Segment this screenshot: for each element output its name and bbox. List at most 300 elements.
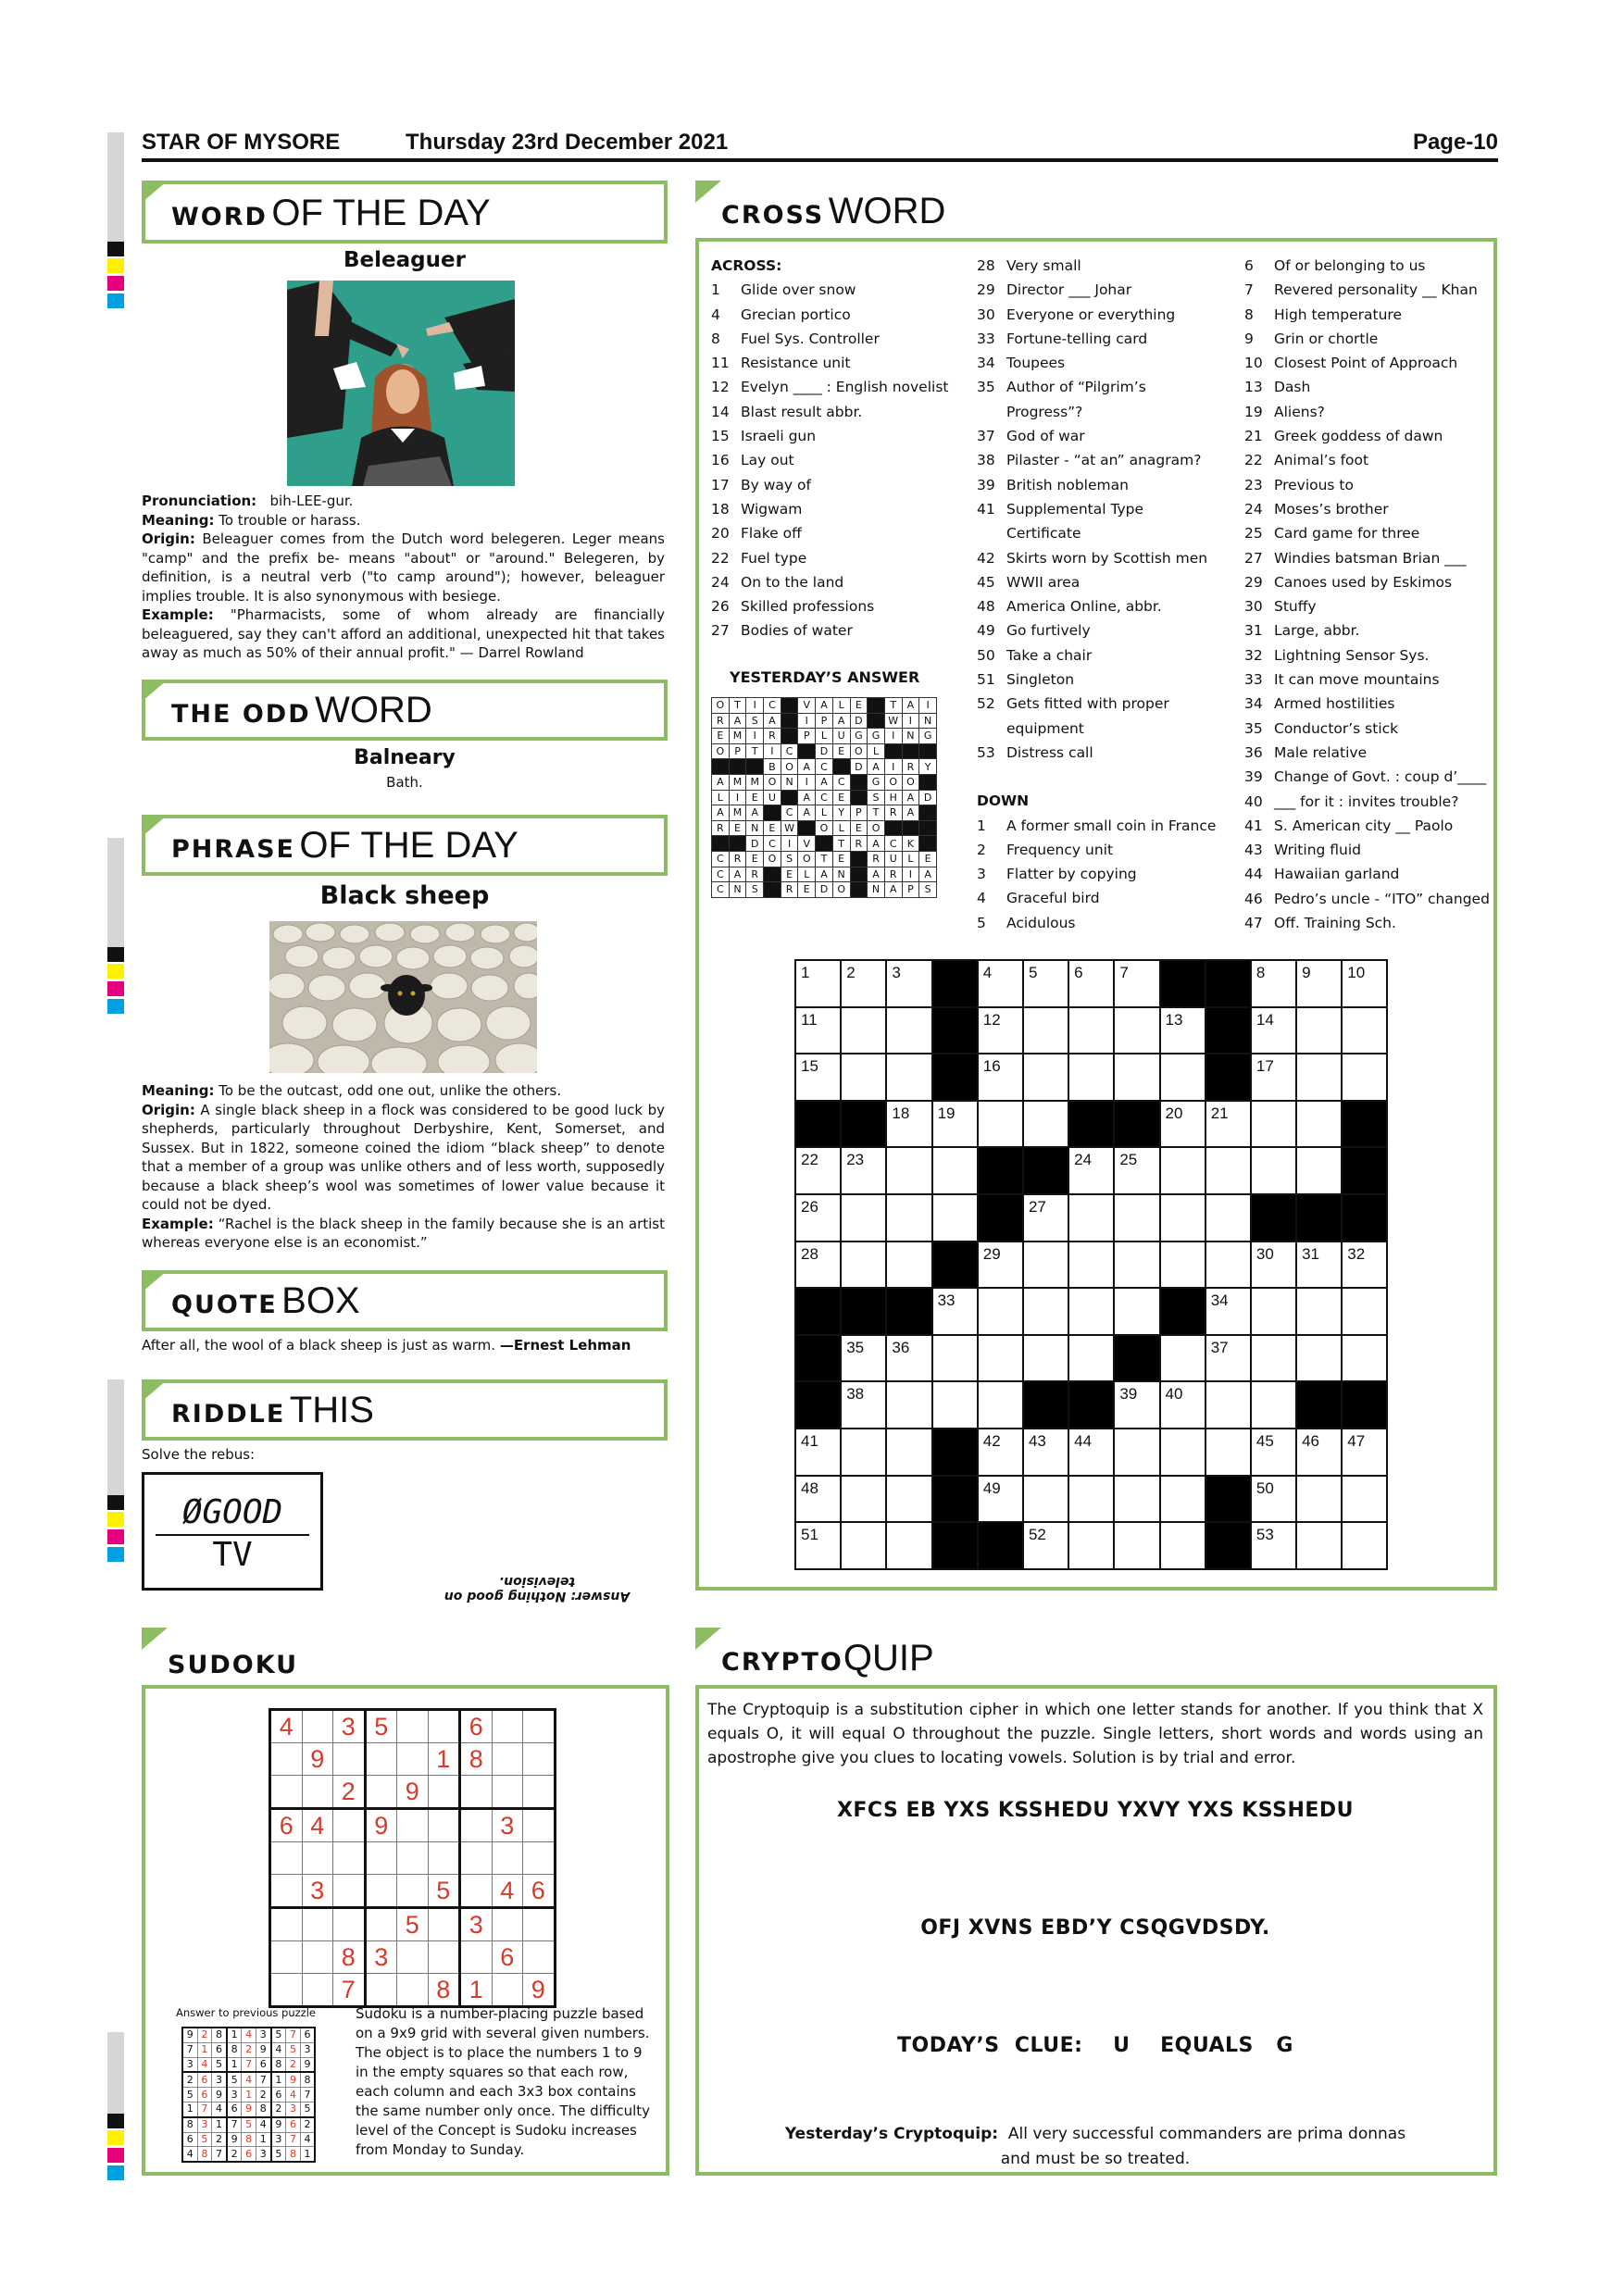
sudoku-cell[interactable]	[302, 1941, 333, 1974]
crossword-cell[interactable]	[1114, 1522, 1159, 1569]
answer-cell: D	[850, 759, 868, 775]
crossword-cell[interactable]	[1206, 1288, 1251, 1335]
sudoku-cell[interactable]	[302, 1974, 333, 2007]
answer-cell: O	[764, 851, 781, 867]
crossword-cell[interactable]	[1296, 1242, 1342, 1289]
crossword-cell[interactable]	[1160, 1101, 1206, 1148]
sudoku-cell[interactable]	[397, 1842, 429, 1875]
sudoku-cell[interactable]	[428, 1842, 460, 1875]
sudoku-cell[interactable]	[428, 1776, 460, 1809]
crossword-cell[interactable]	[1114, 1007, 1159, 1054]
crossword-cell[interactable]	[1068, 1476, 1114, 1523]
crossword-cell[interactable]	[1342, 960, 1387, 1007]
sudoku-cell: 9	[365, 1809, 397, 1842]
phrase-example: “Rachel is the black sheep in the family because she is an artist whereas everyone else is an economist.”	[142, 1215, 665, 1251]
answer-cell: S	[746, 713, 764, 729]
crossword-cell[interactable]	[1068, 1242, 1114, 1289]
sudoku-cell[interactable]	[302, 1908, 333, 1941]
clue-item: 35 Author of “Pilgrim’s	[977, 379, 1146, 396]
clue-item: 53 Distress call	[977, 743, 1093, 761]
sudoku-cell[interactable]	[270, 1908, 303, 1941]
across-clues-col1: ACROSS: 1 Glide over snow 4 Grecian portico 8 Fuel Sys. Controller 11 Resistance unit 12 Evelyn ____ : English novelist 14 Blast result abbr. 15 Israeli gun 16 Lay out 17 By way of 18 Wigwam 20 Flake off 22 Fuel type 24 On to the land 26 Skilled professions 27 Bodies of water	[711, 254, 963, 643]
crossword-cell[interactable]	[978, 1429, 1023, 1476]
sudoku-answer-cell: 1	[182, 2102, 197, 2116]
crossword-cell[interactable]	[1342, 1007, 1387, 1054]
sudoku-cell[interactable]	[270, 1974, 303, 2007]
crossword-cell[interactable]	[1342, 1429, 1387, 1476]
quote-text: After all, the wool of a black sheep is just as warm. —Ernest Lehman	[142, 1337, 631, 1354]
beleaguer-illustration	[287, 281, 515, 486]
crossword-cell[interactable]	[841, 960, 886, 1007]
sudoku-cell[interactable]	[333, 1842, 366, 1875]
crossword-cell[interactable]	[1342, 1522, 1387, 1569]
sudoku-cell[interactable]	[397, 1809, 429, 1842]
answer-cell: W	[781, 820, 798, 836]
crossword-cell[interactable]	[1023, 1288, 1068, 1335]
sudoku-answer-cell: 1	[242, 2088, 256, 2103]
answer-cell	[919, 820, 937, 836]
crossword-cell[interactable]	[1251, 960, 1296, 1007]
sudoku-cell[interactable]	[492, 1710, 523, 1743]
crossword-cell[interactable]	[886, 1007, 931, 1054]
crossword-cell[interactable]	[932, 1335, 978, 1382]
clue-item: 7 Revered personality __ Khan	[1244, 281, 1478, 299]
answer-cell	[712, 836, 730, 852]
crossword-cell[interactable]	[841, 1054, 886, 1101]
cell-number: 9	[1302, 964, 1311, 981]
crossword-cell[interactable]	[1023, 1242, 1068, 1289]
riddle-header: RIDDLE THIS	[142, 1379, 668, 1441]
answer-cell: S	[781, 851, 798, 867]
crossword-cell[interactable]	[1342, 1335, 1387, 1382]
crossword-cell[interactable]	[1342, 1054, 1387, 1101]
sudoku-cell[interactable]	[270, 1776, 303, 1809]
crossword-cell[interactable]	[795, 1007, 841, 1054]
answer-cell: I	[781, 836, 798, 852]
crossword-cell[interactable]	[1114, 1242, 1159, 1289]
black-cell	[886, 1288, 931, 1335]
crossword-cell[interactable]	[886, 1381, 931, 1429]
clue-item: 33 Fortune-telling card	[977, 330, 1148, 347]
crossword-cell[interactable]	[1068, 1429, 1114, 1476]
crossword-cell[interactable]	[1068, 1054, 1114, 1101]
crossword-cell[interactable]	[841, 1007, 886, 1054]
sudoku-cell[interactable]	[397, 1941, 429, 1974]
crossword-cell[interactable]	[1296, 1007, 1342, 1054]
sudoku-answer-cell: 3	[256, 2147, 270, 2162]
crossword-cell[interactable]	[1068, 1007, 1114, 1054]
sudoku-answer-cell: 4	[256, 2117, 270, 2132]
sudoku-cell[interactable]	[270, 1941, 303, 1974]
crossword-cell[interactable]	[1160, 1429, 1206, 1476]
crossword-cell[interactable]	[1251, 1335, 1296, 1382]
answer-cell: E	[712, 729, 730, 744]
black-cell	[932, 1242, 978, 1289]
crossword-cell[interactable]	[1023, 1194, 1068, 1242]
registration-yellow	[107, 1512, 124, 1527]
crossword-cell[interactable]	[1342, 1476, 1387, 1523]
sudoku-cell[interactable]	[270, 1743, 303, 1776]
crossword-cell[interactable]	[1251, 1522, 1296, 1569]
sudoku-cell[interactable]	[523, 1941, 556, 1974]
answer-cell: A	[746, 805, 764, 821]
sudoku-cell[interactable]	[523, 1908, 556, 1941]
crossword-cell[interactable]	[978, 1007, 1023, 1054]
sudoku-cell[interactable]	[365, 1842, 397, 1875]
registration-bar	[107, 2032, 124, 2114]
crossword-cell[interactable]	[978, 1476, 1023, 1523]
crossword-cell[interactable]	[886, 1476, 931, 1523]
crossword-cell[interactable]	[795, 1147, 841, 1194]
crossword-cell[interactable]	[841, 1147, 886, 1194]
sudoku-cell: 3	[333, 1710, 366, 1743]
crossword-cell[interactable]	[1068, 1335, 1114, 1382]
sudoku-answer-cell: 1	[227, 2028, 242, 2042]
black-cell	[795, 1101, 841, 1148]
crossword-cell[interactable]	[1023, 1101, 1068, 1148]
crossword-cell[interactable]	[1296, 1288, 1342, 1335]
cell-number: 32	[1347, 1244, 1366, 1263]
sudoku-answer-cell: 8	[286, 2147, 301, 2162]
sudoku-cell[interactable]	[365, 1743, 397, 1776]
odd-word: Balneary	[354, 746, 456, 769]
crossword-cell[interactable]	[1160, 1476, 1206, 1523]
crossword-cell[interactable]	[1206, 1242, 1251, 1289]
answer-cell: C	[781, 805, 798, 821]
sudoku-cell[interactable]	[523, 1842, 556, 1875]
crossword-cell[interactable]	[932, 1194, 978, 1242]
sudoku-cell[interactable]	[333, 1809, 366, 1842]
answer-cell	[902, 743, 919, 759]
sudoku-cell[interactable]	[460, 1776, 493, 1809]
answer-cell: O	[798, 851, 816, 867]
sudoku-cell[interactable]	[460, 1842, 493, 1875]
crossword-cell[interactable]	[978, 1335, 1023, 1382]
crossword-cell[interactable]	[886, 1054, 931, 1101]
crossword-cell[interactable]	[1206, 1335, 1251, 1382]
sudoku-cell[interactable]	[365, 1776, 397, 1809]
crossword-cell[interactable]	[1023, 1335, 1068, 1382]
crossword-cell[interactable]	[1114, 1288, 1159, 1335]
answer-cell	[919, 836, 937, 852]
sudoku-cell[interactable]	[302, 1776, 333, 1809]
crossword-cell[interactable]	[1342, 1242, 1387, 1289]
crossword-cell[interactable]	[1206, 1194, 1251, 1242]
sudoku-cell: 4	[492, 1875, 523, 1908]
crossword-cell[interactable]	[841, 1476, 886, 1523]
crossword-cell[interactable]	[1160, 1054, 1206, 1101]
cell-number: 2	[846, 964, 856, 981]
clue-item: 34 Toupees	[977, 355, 1066, 372]
crossword-cell[interactable]	[1206, 1101, 1251, 1148]
sudoku-cell[interactable]	[492, 1908, 523, 1941]
clue-item: 19 Aliens?	[1244, 403, 1325, 420]
crossword-cell[interactable]	[1068, 1194, 1114, 1242]
answer-cell	[798, 820, 816, 836]
answer-cell: T	[868, 805, 885, 821]
crossword-cell[interactable]	[1206, 1381, 1251, 1429]
answer-cell	[781, 729, 798, 744]
sudoku-cell[interactable]	[302, 1842, 333, 1875]
down-clues-col3	[1244, 254, 1494, 935]
answer-cell: L	[832, 698, 850, 714]
crossword-cell[interactable]	[886, 1147, 931, 1194]
sudoku-cell[interactable]	[428, 1809, 460, 1842]
crossword-cell[interactable]	[886, 1522, 931, 1569]
crossword-cell[interactable]	[1023, 960, 1068, 1007]
crossword-cell[interactable]	[1251, 1429, 1296, 1476]
crossword-cell[interactable]	[1114, 1054, 1159, 1101]
crossword-cell[interactable]	[795, 1194, 841, 1242]
sudoku-answer-cell: 1	[227, 2057, 242, 2072]
crossword-cell[interactable]	[978, 1101, 1023, 1148]
crossword-cell[interactable]	[1251, 1381, 1296, 1429]
answer-cell: D	[746, 836, 764, 852]
sudoku-answer-cell: 4	[212, 2102, 227, 2116]
sudoku-grid[interactable]	[269, 1708, 556, 2008]
crossword-cell[interactable]	[886, 1194, 931, 1242]
crossword-cell[interactable]	[1114, 1476, 1159, 1523]
answer-cell: V	[798, 836, 816, 852]
crossword-grid[interactable]	[794, 959, 1388, 1570]
crossword-cell[interactable]	[1251, 1476, 1296, 1523]
crossword-cell[interactable]	[1206, 1429, 1251, 1476]
sudoku-cell[interactable]	[333, 1875, 366, 1908]
crossword-cell[interactable]	[1251, 1242, 1296, 1289]
crossword-cell[interactable]	[932, 1288, 978, 1335]
crossword-cell[interactable]	[1114, 1147, 1159, 1194]
crossword-cell[interactable]	[1296, 1429, 1342, 1476]
sudoku-cell[interactable]	[492, 1842, 523, 1875]
black-cell	[1023, 1381, 1068, 1429]
sudoku-cell[interactable]	[492, 1776, 523, 1809]
crossword-cell[interactable]	[1068, 1288, 1114, 1335]
crossword-cell[interactable]	[1160, 1007, 1206, 1054]
sudoku-cell[interactable]	[460, 1941, 493, 1974]
crossword-cell[interactable]	[886, 1242, 931, 1289]
crossword-cell[interactable]	[886, 1429, 931, 1476]
sudoku-answer-cell: 6	[256, 2057, 270, 2072]
clue-item: 41 S. American city __ Paolo	[1244, 817, 1454, 834]
crossword-cell[interactable]	[1160, 1147, 1206, 1194]
crossword-cell[interactable]	[1160, 1194, 1206, 1242]
sudoku-cell[interactable]	[333, 1743, 366, 1776]
answer-cell: T	[884, 698, 902, 714]
cryptoquip-header: CRYPTOQUIP	[695, 1628, 1497, 1689]
crossword-cell[interactable]	[1296, 1335, 1342, 1382]
registration-magenta	[107, 1529, 124, 1544]
answer-cell	[850, 851, 868, 867]
crossword-cell[interactable]	[1068, 1522, 1114, 1569]
crossword-cell[interactable]	[886, 1335, 931, 1382]
cell-number: 14	[1255, 1010, 1274, 1029]
sudoku-cell[interactable]	[397, 1710, 429, 1743]
crossword-cell[interactable]	[978, 1288, 1023, 1335]
crossword-cell[interactable]	[978, 1054, 1023, 1101]
clue-item: 30 Stuffy	[1244, 598, 1317, 616]
answer-cell: N	[919, 713, 937, 729]
sudoku-cell: 8	[333, 1941, 366, 1974]
cell-number: 42	[982, 1431, 1001, 1450]
sudoku-cell[interactable]	[333, 1908, 366, 1941]
answer-cell	[832, 759, 850, 775]
sudoku-cell[interactable]	[397, 1743, 429, 1776]
crossword-cell[interactable]	[1160, 1381, 1206, 1429]
sudoku-cell[interactable]	[428, 1908, 460, 1941]
clue-item: 50 Take a chair	[977, 646, 1093, 664]
crossword-cell[interactable]	[1296, 1054, 1342, 1101]
crossword-cell[interactable]	[932, 1381, 978, 1429]
crossword-cell[interactable]	[1160, 1522, 1206, 1569]
crossword-cell[interactable]	[886, 1101, 931, 1148]
answer-cell	[712, 759, 730, 775]
cell-number: 11	[801, 1010, 818, 1029]
answer-cell	[850, 790, 868, 805]
answer-cell: I	[902, 713, 919, 729]
crossword-cell[interactable]	[841, 1335, 886, 1382]
crossword-cell[interactable]	[1296, 1522, 1342, 1569]
crossword-cell[interactable]	[1251, 1288, 1296, 1335]
crossword-cell[interactable]	[841, 1522, 886, 1569]
sudoku-cell[interactable]	[365, 1974, 397, 2007]
clue-item: 43 Writing fluid	[1244, 842, 1362, 859]
sudoku-answer-cell: 1	[197, 2042, 212, 2057]
clue-item: 18 Wigwam	[711, 500, 803, 518]
sudoku-answer-cell: 7	[286, 2132, 301, 2147]
crossword-cell[interactable]	[1023, 1429, 1068, 1476]
sudoku-cell[interactable]	[270, 1842, 303, 1875]
phrase-header: PHRASE OF THE DAY	[142, 815, 668, 876]
crossword-cell[interactable]	[886, 960, 931, 1007]
crossword-header: CROSS WORD	[695, 181, 1497, 242]
crossword-cell[interactable]	[795, 1522, 841, 1569]
crossword-cell[interactable]	[795, 1242, 841, 1289]
crossword-cell[interactable]	[841, 1429, 886, 1476]
sudoku-answer-cell: 7	[286, 2028, 301, 2042]
cell-number: 23	[846, 1151, 865, 1169]
sudoku-cell[interactable]	[302, 1710, 333, 1743]
answer-cell: R	[902, 759, 919, 775]
sudoku-cell[interactable]	[270, 1875, 303, 1908]
crossword-cell[interactable]	[795, 1429, 841, 1476]
crossword-cell[interactable]	[1114, 1429, 1159, 1476]
answer-cell: G	[868, 729, 885, 744]
crossword-cell[interactable]	[1160, 1242, 1206, 1289]
sudoku-cell[interactable]	[365, 1875, 397, 1908]
sudoku-cell[interactable]	[523, 1776, 556, 1809]
crossword-cell[interactable]	[1251, 1007, 1296, 1054]
sudoku-answer-cell: 5	[227, 2072, 242, 2087]
crossword-cell[interactable]	[841, 1242, 886, 1289]
crossword-cell[interactable]	[795, 1476, 841, 1523]
clue-item: 24 On to the land	[711, 573, 844, 591]
black-cell	[1206, 1054, 1251, 1101]
crossword-cell[interactable]	[841, 1381, 886, 1429]
sudoku-cell[interactable]	[460, 1875, 493, 1908]
cell-number: 19	[937, 1104, 956, 1122]
cell-number: 27	[1028, 1197, 1046, 1216]
crossword-cell[interactable]	[1114, 1194, 1159, 1242]
crossword-cell[interactable]	[1023, 1476, 1068, 1523]
clue-item: 40 ___ for it : invites trouble?	[1244, 792, 1459, 810]
sudoku-cell[interactable]	[523, 1710, 556, 1743]
rebus-top: ØGOOD	[181, 1493, 283, 1531]
sudoku-cell[interactable]	[365, 1908, 397, 1941]
crossword-cell[interactable]	[795, 960, 841, 1007]
answer-cell: O	[868, 820, 885, 836]
sudoku-cell[interactable]	[428, 1710, 460, 1743]
sudoku-cell: 1	[460, 1974, 493, 2007]
crossword-cell[interactable]	[1023, 1007, 1068, 1054]
crossword-cell[interactable]	[1296, 1101, 1342, 1148]
answer-cell: R	[868, 851, 885, 867]
crossword-cell[interactable]	[1114, 960, 1159, 1007]
crossword-cell[interactable]	[978, 1242, 1023, 1289]
sudoku-cell[interactable]	[460, 1809, 493, 1842]
crossword-cell[interactable]	[1206, 1147, 1251, 1194]
answer-cell: N	[729, 882, 746, 898]
sudoku-cell[interactable]	[397, 1974, 429, 2007]
crossword-cell[interactable]	[1296, 1147, 1342, 1194]
cell-number: 21	[1210, 1104, 1229, 1122]
black-cell	[978, 1522, 1023, 1569]
crossword-cell[interactable]	[1023, 1054, 1068, 1101]
crossword-cell[interactable]	[1296, 1476, 1342, 1523]
crossword-cell[interactable]	[1023, 1522, 1068, 1569]
crossword-cell[interactable]	[932, 1147, 978, 1194]
crossword-cell[interactable]	[978, 1381, 1023, 1429]
crossword-cell[interactable]	[932, 1101, 978, 1148]
clue-item: 12 Evelyn ____ : English novelist	[711, 379, 949, 396]
crossword-cell[interactable]	[1251, 1054, 1296, 1101]
crossword-cell[interactable]	[1160, 1335, 1206, 1382]
registration-cyan	[107, 1547, 124, 1562]
black-cell	[1160, 960, 1206, 1007]
sudoku-cell[interactable]	[492, 1974, 523, 2007]
sudoku-cell[interactable]	[397, 1875, 429, 1908]
crossword-cell[interactable]	[978, 960, 1023, 1007]
sudoku-cell: 6	[270, 1809, 303, 1842]
sudoku-answer-cell: 4	[242, 2072, 256, 2087]
sudoku-cell[interactable]	[428, 1941, 460, 1974]
black-cell	[1023, 1147, 1068, 1194]
sudoku-answer-cell: 1	[300, 2147, 315, 2162]
crossword-cell[interactable]	[795, 1054, 841, 1101]
crossword-cell[interactable]	[1296, 960, 1342, 1007]
answer-cell: G	[868, 774, 885, 790]
answer-cell: O	[764, 774, 781, 790]
black-cell	[1342, 1101, 1387, 1148]
answer-cell: E	[798, 882, 816, 898]
crossword-cell[interactable]	[1251, 1147, 1296, 1194]
crossword-cell[interactable]	[1068, 960, 1114, 1007]
sudoku-cell[interactable]	[523, 1809, 556, 1842]
cell-number: 26	[801, 1197, 818, 1216]
black-cell	[932, 1429, 978, 1476]
crossword-cell[interactable]	[1251, 1101, 1296, 1148]
crossword-cell[interactable]	[1114, 1381, 1159, 1429]
sudoku-cell[interactable]	[492, 1743, 523, 1776]
clue-item: 2 Frequency unit	[977, 841, 1114, 858]
word-of-day-body: Pronunciation: bih-LEE-gur. Meaning: To trouble or harass. Origin: Beleaguer comes from the Dutch word belegeren. Leger means "camp" and the prefix be- means "about" or "around." Belegeren, by definition, is a neutral verb ("to camp around"); however, beleaguer implies trouble. It is also synonymous with besiege. Example: "Pharmacists, some of whom already are financially beleaguered, say they can't afford an additional, unexpected hit that takes away as much as 50% of their annual profit." — Darrel Rowland	[142, 493, 665, 661]
crossword-cell[interactable]	[1068, 1147, 1114, 1194]
clue-item: 27 Windies batsman Brian ___	[1244, 549, 1467, 567]
sudoku-cell[interactable]	[523, 1743, 556, 1776]
answer-cell: O	[712, 743, 730, 759]
crossword-cell[interactable]	[1342, 1288, 1387, 1335]
crossword-cell[interactable]	[841, 1194, 886, 1242]
answer-cell: L	[816, 805, 833, 821]
